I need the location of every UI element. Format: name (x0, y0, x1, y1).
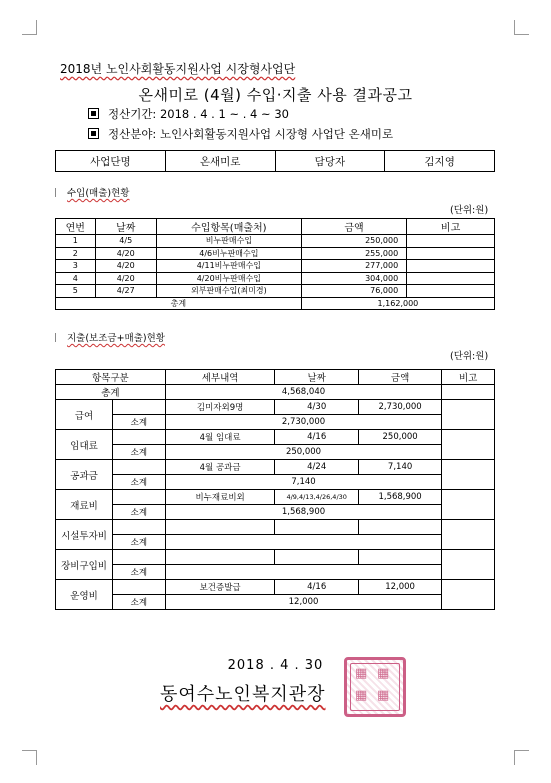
expense-category: 시설투자비 (56, 520, 113, 550)
expense-category: 급여 (56, 400, 113, 430)
income-no: 4 (56, 272, 96, 285)
expense-detail: 비누재료비외 (165, 490, 275, 505)
crop-mark (514, 20, 529, 35)
income-table (55, 218, 495, 310)
income-date: 4/5 (95, 235, 156, 248)
income-amount: 255,000 (301, 247, 406, 260)
expense-date (275, 550, 358, 565)
expense-subtotal (165, 535, 442, 550)
crop-mark (514, 750, 529, 765)
table-row (56, 490, 495, 505)
table-row (56, 260, 495, 273)
expense-note (442, 460, 495, 490)
table-row (56, 565, 495, 580)
expense-date (275, 520, 358, 535)
income-no: 5 (56, 285, 96, 298)
expense-grand-total-row (56, 385, 495, 400)
income-item: 4/11비누판매수입 (156, 260, 301, 273)
table-row (56, 535, 495, 550)
expense-header: 날짜 (275, 370, 358, 385)
income-no: 3 (56, 260, 96, 273)
expense-detail: 김미자외9명 (165, 400, 275, 415)
income-total-label: 총계 (56, 297, 302, 310)
expense-date: 4/16 (275, 430, 358, 445)
income-amount: 250,000 (301, 235, 406, 248)
table-row (56, 475, 495, 490)
income-section-text: 수입(매출)현황 (67, 188, 130, 199)
subtotal-label: 소계 (113, 535, 166, 550)
table-row (56, 400, 495, 415)
expense-category: 재료비 (56, 490, 113, 520)
income-note (407, 272, 495, 285)
income-header: 연번 (56, 219, 96, 235)
business-info-table (55, 150, 495, 172)
expense-subtotal: 7,140 (165, 475, 442, 490)
expense-unit: (단위:원) (450, 351, 489, 362)
expense-amount (358, 520, 441, 535)
table-row (56, 247, 495, 260)
expense-amount (358, 550, 441, 565)
income-note (407, 285, 495, 298)
document-title: 온새미로 (4월) 수입·지출 사용 결과공고 (138, 86, 413, 104)
expense-category: 장비구입비 (56, 550, 113, 580)
expense-header: 세부내역 (165, 370, 275, 385)
expense-header: 비고 (442, 370, 495, 385)
income-date: 4/20 (95, 260, 156, 273)
expense-subtotal: 1,568,900 (165, 505, 442, 520)
expense-detail (165, 520, 275, 535)
table-row (56, 595, 495, 610)
income-header: 비고 (407, 219, 495, 235)
table-row (56, 235, 495, 248)
subtotal-label: 소계 (113, 415, 166, 430)
income-date: 4/20 (95, 247, 156, 260)
income-section-title (55, 185, 129, 199)
expense-amount: 1,568,900 (358, 490, 441, 505)
table-row (56, 285, 495, 298)
settlement-field-text: 정산분야: 노인사회활동지원사업 시장형 사업단 온새미로 (108, 127, 394, 141)
income-amount: 304,000 (301, 272, 406, 285)
income-unit: (단위:원) (450, 205, 489, 216)
income-header: 수입항목(매출처) (156, 219, 301, 235)
expense-amount: 12,000 (358, 580, 441, 595)
expense-date: 4/9,4/13,4/26,4/30 (275, 490, 358, 505)
income-amount: 277,000 (301, 260, 406, 273)
income-note (407, 235, 495, 248)
expense-grand-total: 4,568,040 (165, 385, 442, 400)
info-label-manager: 담당자 (275, 151, 385, 172)
expense-note (442, 430, 495, 460)
expense-subtotal: 2,730,000 (165, 415, 442, 430)
expense-grand-total-label: 총계 (56, 385, 166, 400)
section-marker-icon (55, 188, 59, 197)
subtotal-label: 소계 (113, 565, 166, 580)
expense-category: 임대료 (56, 430, 113, 460)
expense-date: 4/16 (275, 580, 358, 595)
expense-amount: 250,000 (358, 430, 441, 445)
crop-mark (22, 20, 37, 35)
table-row (56, 445, 495, 460)
expense-detail: 4월 임대료 (165, 430, 275, 445)
income-note (407, 247, 495, 260)
income-no: 1 (56, 235, 96, 248)
table-row (56, 505, 495, 520)
subtotal-label: 소계 (113, 595, 166, 610)
expense-section-text: 지출(보조금+매출)현황 (67, 333, 165, 344)
income-header: 날짜 (95, 219, 156, 235)
expense-header: 금액 (358, 370, 441, 385)
income-no: 2 (56, 247, 96, 260)
income-date: 4/27 (95, 285, 156, 298)
expense-section-title (55, 330, 165, 344)
table-row (56, 415, 495, 430)
expense-header: 항목구분 (56, 370, 166, 385)
expense-date: 4/24 (275, 460, 358, 475)
expense-category: 운영비 (56, 580, 113, 610)
organization-name: 동여수노인복지관장 (160, 684, 326, 705)
expense-date: 4/30 (275, 400, 358, 415)
info-value-business: 온새미로 (165, 151, 275, 172)
info-value-manager: 김지영 (385, 151, 495, 172)
income-note (407, 260, 495, 273)
income-amount: 76,000 (301, 285, 406, 298)
square-bullet-icon (88, 128, 99, 139)
income-item: 4/6비누판매수입 (156, 247, 301, 260)
table-row (56, 550, 495, 565)
income-item: 외부판매수입(최미경) (156, 285, 301, 298)
table-row (56, 460, 495, 475)
info-label-business: 사업단명 (56, 151, 166, 172)
expense-note (442, 580, 495, 610)
expense-detail (165, 550, 275, 565)
expense-subtotal (165, 565, 442, 580)
expense-detail: 4월 공과금 (165, 460, 275, 475)
expense-subtotal: 250,000 (165, 445, 442, 460)
income-item: 4/20비누판매수입 (156, 272, 301, 285)
table-row (56, 580, 495, 595)
expense-detail: 보건증발급 (165, 580, 275, 595)
settlement-period (88, 106, 289, 122)
expense-note (442, 400, 495, 430)
income-item: 비누판매수입 (156, 235, 301, 248)
expense-subtotal: 12,000 (165, 595, 442, 610)
income-total-amount: 1,162,000 (301, 297, 494, 310)
announcement-date: 2018 . 4 . 30 (227, 658, 324, 673)
expense-category: 공과금 (56, 460, 113, 490)
expense-note (442, 385, 495, 400)
section-marker-icon (55, 333, 59, 342)
expense-table (55, 369, 495, 610)
settlement-field (88, 126, 393, 142)
square-bullet-icon (88, 108, 99, 119)
expense-note (442, 520, 495, 550)
table-row (56, 520, 495, 535)
income-header: 금액 (301, 219, 406, 235)
official-seal-stamp: ▦ ▦ ▦ ▦ (344, 657, 406, 717)
expense-amount: 2,730,000 (358, 400, 441, 415)
table-row (56, 272, 495, 285)
expense-amount: 7,140 (358, 460, 441, 475)
income-total-row (56, 297, 495, 310)
program-header: 2018년 노인사회활동지원사업 시장형사업단 (60, 62, 296, 76)
expense-note (442, 490, 495, 520)
expense-note (442, 550, 495, 580)
subtotal-label: 소계 (113, 445, 166, 460)
subtotal-label: 소계 (113, 475, 166, 490)
subtotal-label: 소계 (113, 505, 166, 520)
crop-mark (22, 750, 37, 765)
table-row (56, 430, 495, 445)
settlement-period-text: 정산기간: 2018 . 4 . 1 ~ . 4 ~ 30 (108, 107, 289, 121)
income-date: 4/20 (95, 272, 156, 285)
